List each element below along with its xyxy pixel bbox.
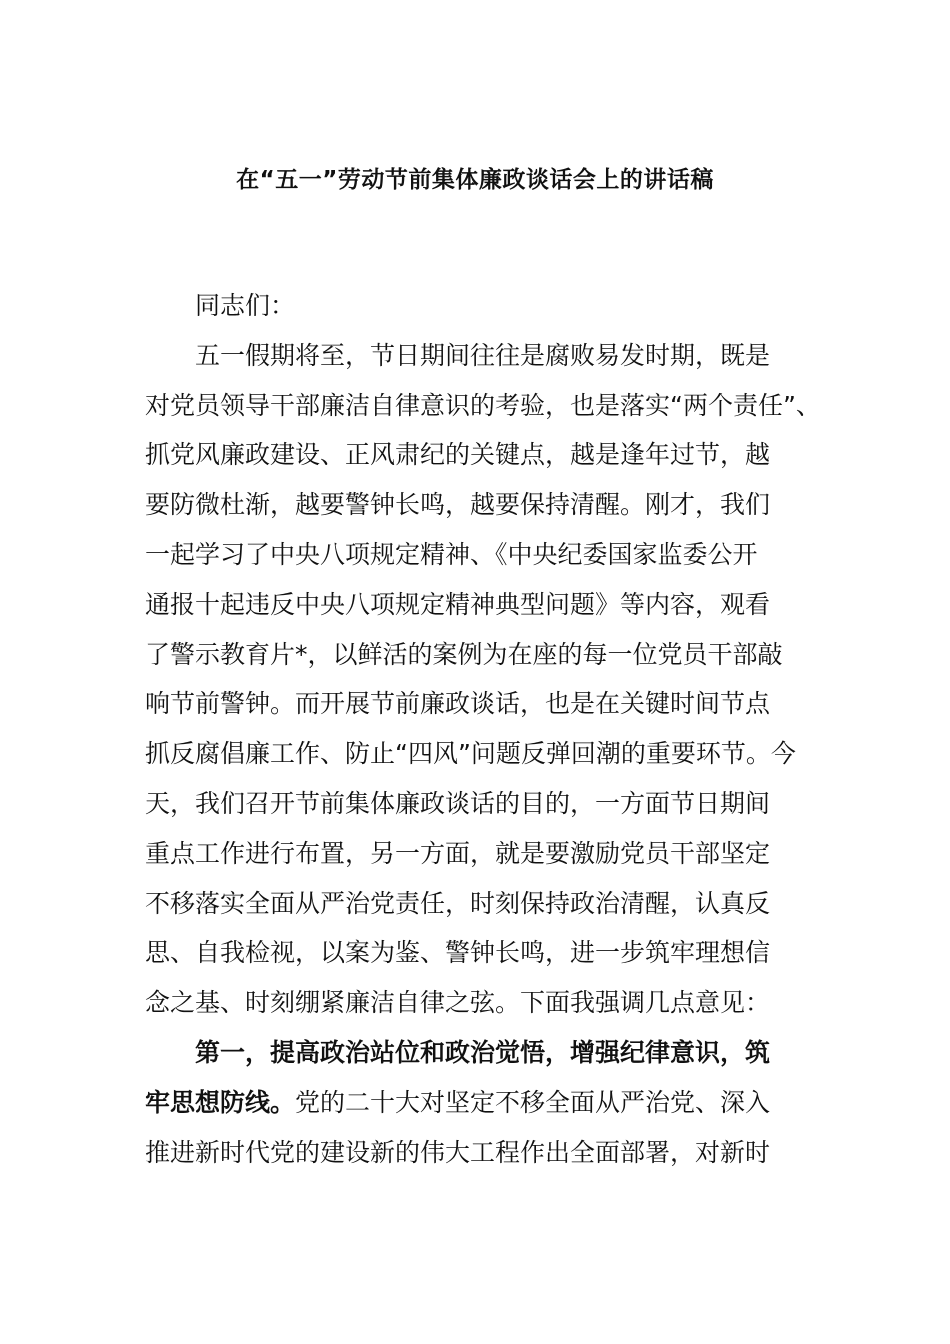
salutation: 同志们： bbox=[195, 291, 296, 320]
paragraph-line: 对党员领导干部廉洁自律意识的考验，也是落实“两个责任”、 bbox=[145, 390, 821, 420]
paragraph-line: 五一假期将至，节日期间往往是腐败易发时期，既是 bbox=[195, 340, 771, 370]
paragraph-line: 思、自我检视，以案为鉴、警钟长鸣，进一步筑牢理想信 bbox=[145, 938, 771, 968]
paragraph-line: 抓反腐倡廉工作、防止“四风”问题反弹回潮的重要环节。今 bbox=[145, 739, 796, 769]
paragraph-line: 了警示教育片*，以鲜活的案例为在座的每一位党员干部敲 bbox=[145, 639, 783, 669]
paragraph-line: 天，我们召开节前集体廉政谈话的目的，一方面节日期间 bbox=[145, 788, 771, 818]
paragraph-line: 不移落实全面从严治党责任，时刻保持政治清醒，认真反 bbox=[145, 888, 771, 918]
paragraph-line: 念之基、时刻绷紧廉洁自律之弦。下面我强调几点意见： bbox=[145, 988, 771, 1018]
point-one-heading: 第一，提高政治站位和政治觉悟，增强纪律意识，筑 bbox=[195, 1037, 771, 1067]
paragraph-line: 响节前警钟。而开展节前廉政谈话，也是在关键时间节点 bbox=[145, 689, 771, 719]
paragraph-line: 重点工作进行布置，另一方面，就是要激励党员干部坚定 bbox=[145, 838, 771, 868]
paragraph-line: 推进新时代党的建设新的伟大工程作出全面部署，对新时 bbox=[145, 1137, 771, 1167]
point-one-heading-end: 牢思想防线。 bbox=[145, 1087, 296, 1117]
paragraph-line: 通报十起违反中央八项规定精神典型问题》等内容，观看 bbox=[145, 589, 771, 619]
paragraph-line: 抓党风廉政建设、正风肃纪的关键点，越是逢年过节，越 bbox=[145, 440, 771, 470]
point-one-line bbox=[145, 1078, 809, 1128]
document-body bbox=[145, 281, 821, 1177]
document-title: 在“五一”劳动节前集体廉政谈话会上的讲话稿 bbox=[236, 167, 714, 193]
point-one-text: 党的二十大对坚定不移全面从严治党、深入 bbox=[295, 1087, 771, 1117]
paragraph-line: 一起学习了中央八项规定精神、《中央纪委国家监委公开 bbox=[145, 539, 758, 569]
paragraph-line: 要防微杜渐，越要警钟长鸣，越要保持清醒。刚才，我们 bbox=[145, 490, 771, 520]
